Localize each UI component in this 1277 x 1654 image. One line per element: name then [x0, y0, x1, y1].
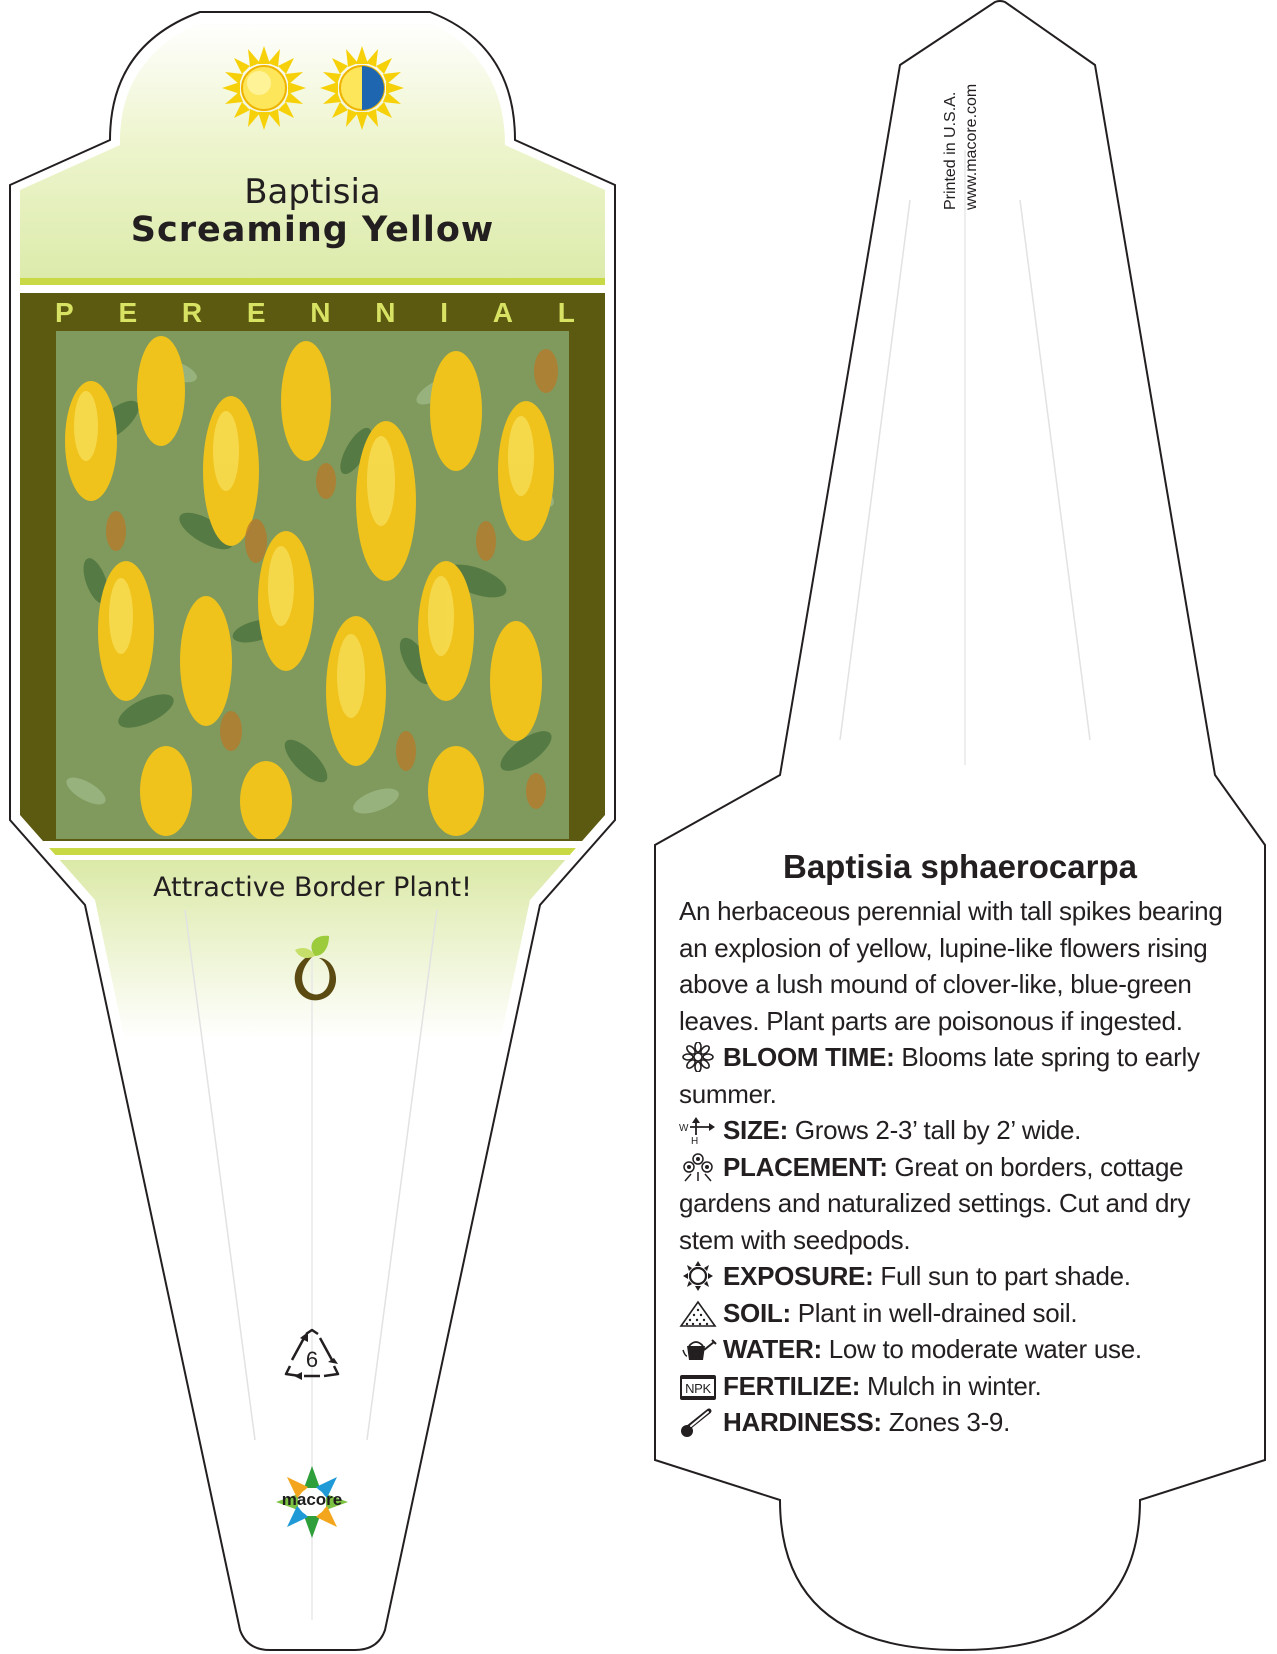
care-text: Grows 2-3’ tall by 2’ wide.	[787, 1115, 1082, 1145]
care-text: Plant in well-drained soil.	[790, 1297, 1078, 1328]
full-sun-icon	[220, 44, 308, 132]
seedling-icon	[285, 932, 345, 1004]
care-fertilize	[679, 1368, 1239, 1405]
sun-icon	[679, 1261, 717, 1291]
care-text: Great on borders, cottage gardens and naturalized settings. Cut and dry stem with seedpods.	[679, 1151, 1191, 1255]
category-banner	[55, 297, 575, 329]
care-label: FERTILIZE:	[723, 1370, 861, 1401]
care-info	[679, 893, 1239, 1441]
category-letter: R	[181, 297, 203, 328]
care-text: Zones 3-9.	[881, 1407, 1011, 1437]
plant-cultivar: Screaming Yellow	[130, 210, 495, 250]
plant-photo	[56, 331, 569, 839]
svg-text:W: W	[679, 1123, 689, 1134]
care-soil	[679, 1295, 1239, 1332]
watering-can-icon	[679, 1334, 717, 1364]
care-label: PLACEMENT:	[723, 1151, 888, 1182]
category-letter: A	[492, 297, 514, 328]
category-letter: P	[55, 297, 74, 328]
care-label: WATER:	[723, 1334, 822, 1364]
soil-icon	[679, 1298, 717, 1328]
placement-icon	[679, 1152, 717, 1182]
care-text: Blooms late spring to early summer.	[679, 1042, 1200, 1109]
care-label: SIZE:	[723, 1115, 788, 1145]
npk-icon	[679, 1371, 717, 1401]
printed-line: Printed in U.S.A.	[942, 91, 959, 210]
care-hardiness	[679, 1404, 1239, 1441]
care-exposure	[679, 1258, 1239, 1295]
part-sun-icon	[318, 44, 406, 132]
care-label: BLOOM TIME:	[723, 1042, 895, 1072]
category-letter: E	[246, 297, 266, 328]
recycle-code: 6	[305, 1347, 319, 1372]
thermometer-icon	[679, 1407, 717, 1437]
size-icon	[679, 1115, 717, 1145]
care-placement	[679, 1149, 1239, 1259]
care-label: EXPOSURE:	[723, 1261, 874, 1291]
npk-label: NPK	[685, 1380, 711, 1396]
care-text: Mulch in winter.	[860, 1370, 1042, 1401]
care-size	[679, 1112, 1239, 1149]
care-label: HARDINESS:	[723, 1407, 882, 1437]
care-text: Full sun to part shade.	[873, 1261, 1131, 1291]
care-label: SOIL:	[723, 1297, 791, 1328]
care-water	[679, 1331, 1239, 1368]
svg-text:H: H	[691, 1136, 698, 1145]
species-name: Baptisia sphaerocarpa	[783, 848, 1137, 885]
plant-genus: Baptisia	[244, 172, 381, 212]
flower-icon	[679, 1042, 717, 1072]
print-info	[940, 84, 982, 210]
category-letter: N	[310, 297, 331, 328]
category-letter: E	[118, 297, 138, 328]
tagline: Attractive Border Plant!	[153, 872, 472, 903]
care-bloom-time	[679, 1039, 1239, 1112]
website: www.macore.com	[963, 83, 980, 210]
category-letter: N	[375, 297, 396, 328]
category-letter: I	[440, 297, 449, 328]
category-letter: L	[557, 297, 575, 328]
care-text: Low to moderate water use.	[821, 1334, 1142, 1364]
brand-name: macore	[281, 1490, 343, 1509]
description: An herbaceous perennial with tall spikes bearing an explosion of yellow, lupine-like flowers rising above a lush mound of clover-like, blue-green leaves. Plant parts are poisonous if ingested.	[679, 896, 1223, 1036]
